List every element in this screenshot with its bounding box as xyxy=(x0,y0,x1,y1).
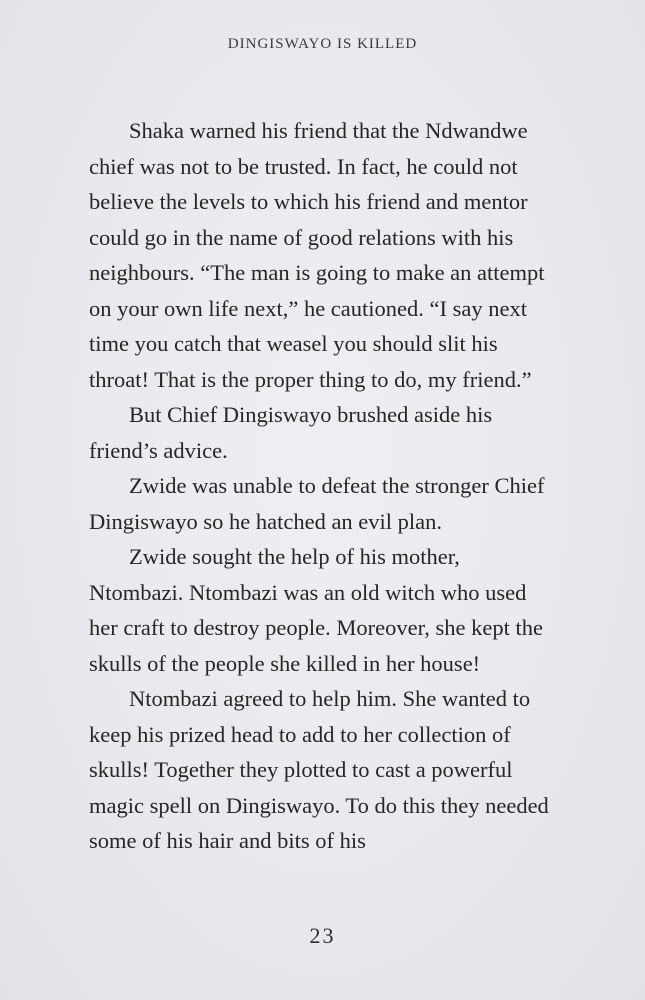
page-number: 23 xyxy=(309,923,336,948)
paragraph: Shaka warned his friend that the Ndwandwe chief was not to be trusted. In fact, he could not believe the levels to which his friend and mentor could go in the name of good relations with his neighbours. “The man is going to make an attempt on your own life next,” he cautioned. “I say next time you catch that weasel you should slit his throat! That is the proper thing to do, my friend.” xyxy=(89,118,545,392)
paragraph: Zwide sought the help of his mother, Ntombazi. Ntombazi was an old witch who used her craft to destroy people. Moreover, she kept the skulls of the people she killed in her house! xyxy=(89,544,543,676)
running-head: DINGISWAYO IS KILLED xyxy=(227,36,418,52)
body-text xyxy=(89,113,559,859)
paragraph: But Chief Dingiswayo brushed aside his friend’s advice. xyxy=(89,402,493,463)
paragraph: Ntombazi agreed to help him. She wanted to keep his prized head to add to her collection of skulls! Together they plotted to cast a powerful magic spell on Dingiswayo. To do this they needed some of his hair and bits of his xyxy=(89,686,549,853)
paragraph: Zwide was unable to defeat the stronger Chief Dingiswayo so he hatched an evil plan. xyxy=(89,473,545,534)
